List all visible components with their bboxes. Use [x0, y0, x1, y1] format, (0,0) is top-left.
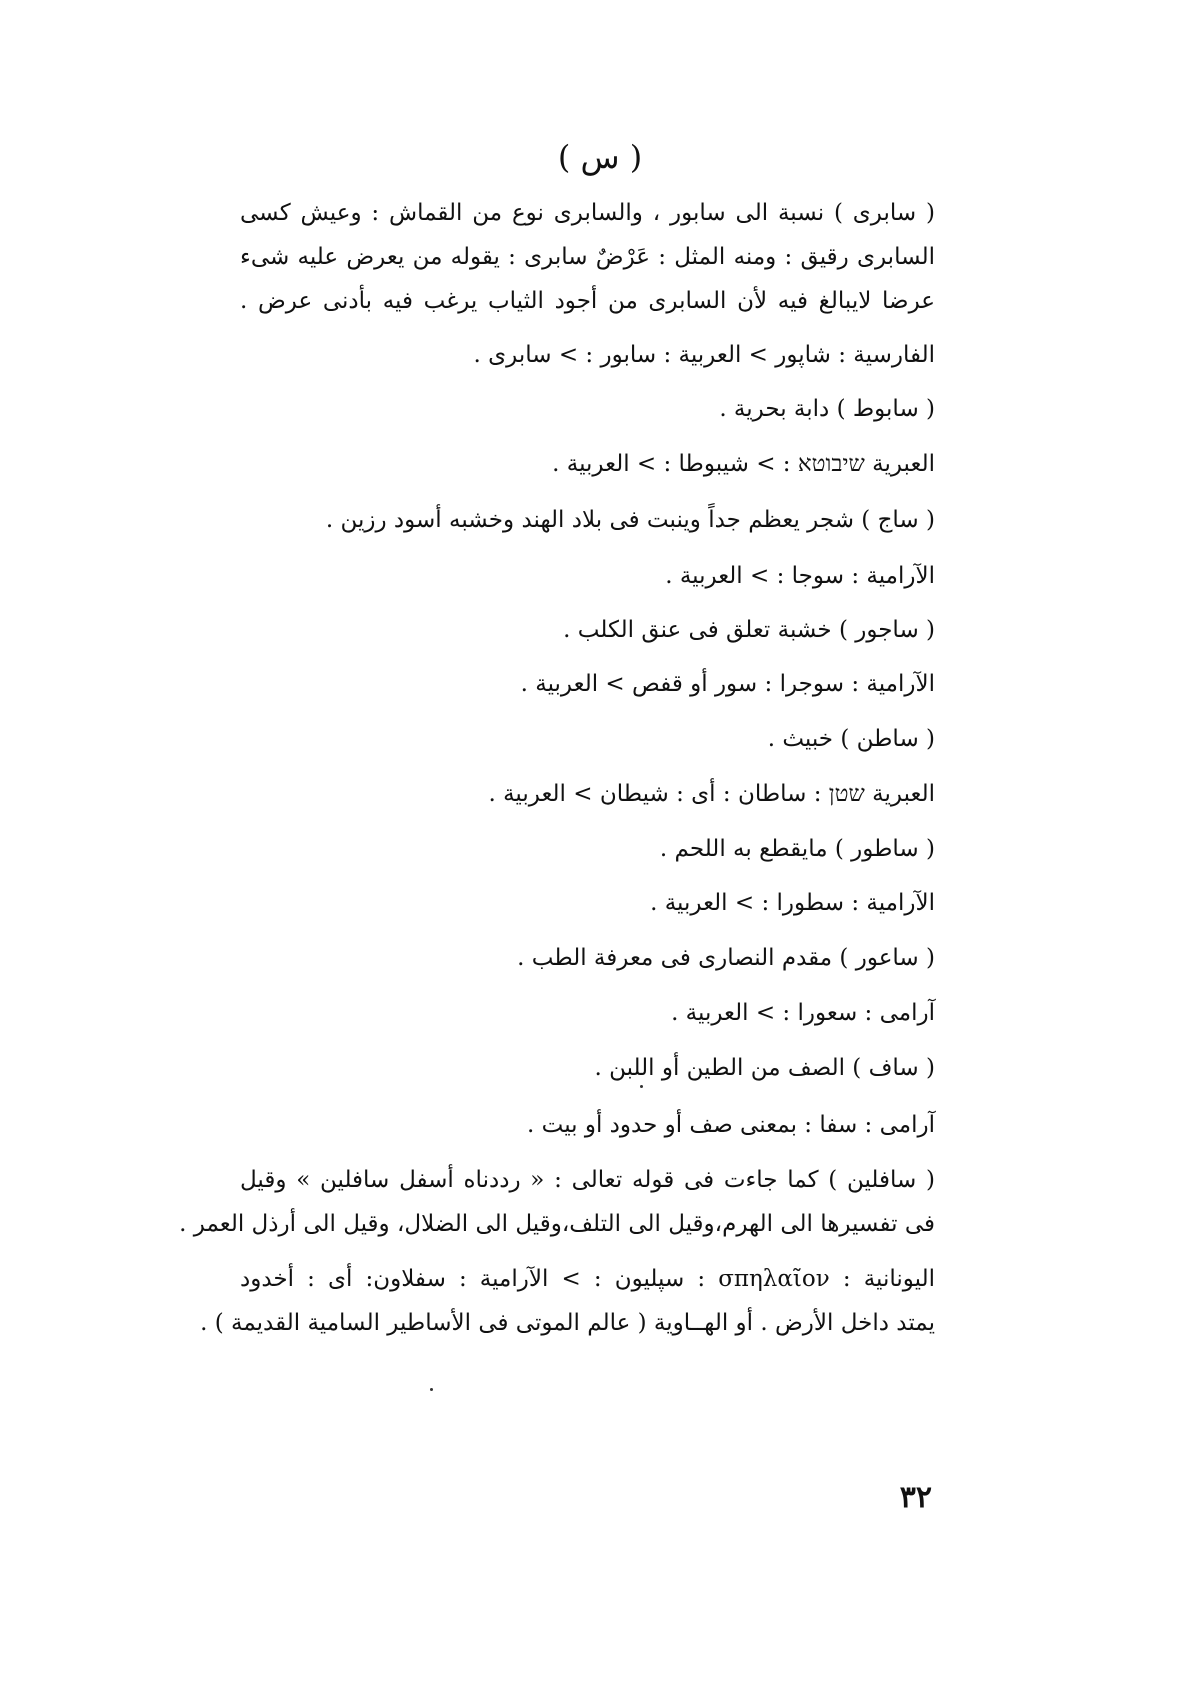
- text-line: السابرى رقيق : ومنه المثل : عَرْضٌ سابرى : يقوله من يعرض عليه شىء: [240, 244, 935, 270]
- text-line: فى تفسيرها الى الهرم،وقيل الى التلف،وقيل الى الضلال، وقيل الى أرذل العمر .: [179, 1211, 935, 1237]
- text-line: الآرامية : سوجرا : سور أو قفص > العربية .: [520, 671, 935, 697]
- text-line: ( ساطور ) مايقطع به اللحم .: [659, 836, 935, 862]
- text-line: العبرية שיבוטא : > شيبوطا : > العربية .: [552, 451, 935, 477]
- text-line: آرامى : سفا : بمعنى صف أو حدود أو بيت .: [526, 1112, 935, 1138]
- text-line: اليونانية : σπηλαῖον : سپليون : > الآرامية : سفلاون: أى : أخدود: [240, 1266, 935, 1292]
- text-line: ( سابرى ) نسبة الى سابور ، والسابرى نوع من القماش : وعيش كسى: [240, 200, 935, 226]
- text-line: ( سابوط ) دابة بحرية .: [719, 396, 935, 422]
- text-line: آرامى : سعورا : > العربية .: [671, 1000, 935, 1026]
- text-line: ( ساف ) الصف من الطين أو اللبن .: [594, 1055, 935, 1081]
- text-line: الآرامية : سطورا : > العربية .: [650, 890, 935, 916]
- text-line: العبرية שטן : ساطان : أى : شيطان > العربية .: [488, 781, 935, 807]
- text-line: ( سافلين ) كما جاءت فى قوله تعالى : « رددناه أسفل سافلين » وقيل: [240, 1167, 935, 1193]
- text-line: ( ساعور ) مقدم النصارى فى معرفة الطب .: [517, 945, 935, 971]
- ink-speck: [430, 1388, 433, 1391]
- ink-speck: [640, 1085, 643, 1088]
- text-line: ( ساطن ) خبيث .: [767, 726, 935, 752]
- text-line: ( ساجور ) خشبة تعلق فى عنق الكلب .: [563, 617, 935, 643]
- text-line: ( ساج ) شجر يعظم جداً وينبت فى بلاد الهند وخشبه أسود رزين .: [325, 507, 935, 533]
- page-number: ٣٢: [899, 1480, 932, 1515]
- text-line: عرضا لايبالغ فيه لأن السابرى من أجود الثياب يرغب فيه بأدنى عرض .: [240, 288, 935, 314]
- page-title: ( س ): [557, 138, 643, 176]
- text-line: الفارسية : شاپور > العربية : سابور : > سابرى .: [473, 342, 935, 368]
- text-line: يمتد داخل الأرض . أو الهــاوية ( عالم الموتى فى الأساطير السامية القديمة ) .: [200, 1310, 935, 1336]
- text-line: الآرامية : سوجا : > العربية .: [665, 563, 935, 589]
